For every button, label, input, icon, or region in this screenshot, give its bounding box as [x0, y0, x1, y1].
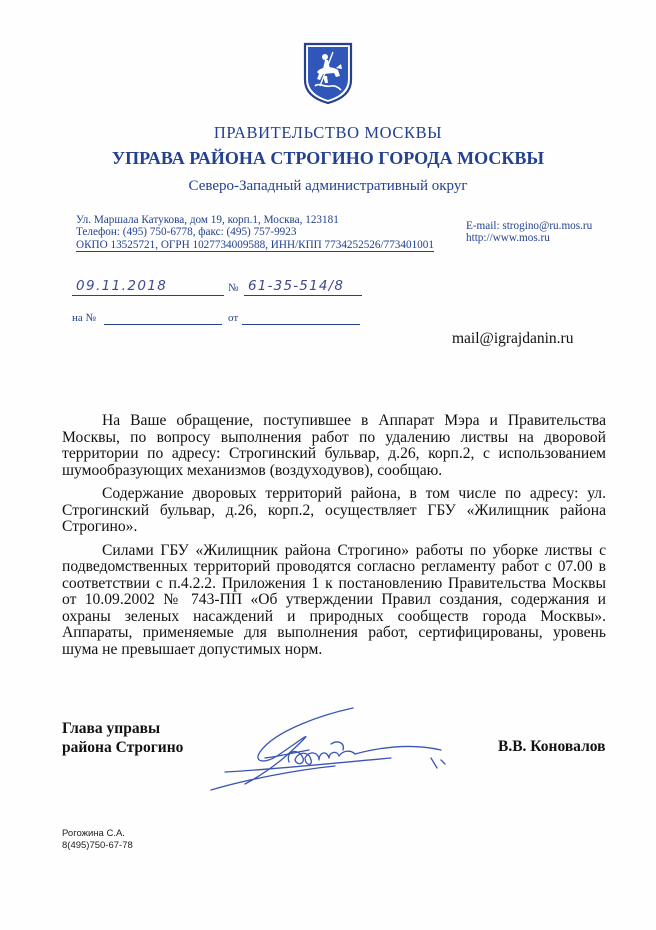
- body-paragraph: На Ваше обращение, поступившее в Аппарат Мэра и Правительства Москвы, по вопросу выполнения работ по удалению листвы на дворовой территории по адресу: Строгинский бульвар, д.26, корп.2, с использованием шумообразующих механизмов (воздуходувов), сообщаю.: [62, 412, 606, 479]
- executor-phone: 8(495)750-67-78: [62, 840, 133, 851]
- reply-date-blank: [242, 324, 360, 325]
- signatory-title-line: района Строгино: [62, 739, 184, 756]
- registration-date: 09.11.2018: [76, 278, 168, 294]
- executor-info: [62, 828, 133, 852]
- registration-number-label: №: [228, 282, 239, 294]
- outgoing-registration: [72, 278, 372, 302]
- registry-codes-line: ОКПО 13525721, ОГРН 1027734009588, ИНН/КПП 7734252526/773401001: [76, 238, 434, 251]
- signatory-title: [62, 719, 183, 757]
- handwritten-signature: [205, 700, 475, 795]
- reply-reference: [72, 312, 372, 330]
- reply-date-label: от: [228, 312, 239, 324]
- moscow-coat-of-arms-icon: [303, 42, 353, 104]
- executor-name: Рогожина С.А.: [62, 828, 125, 839]
- reply-number-label: на №: [72, 312, 97, 324]
- phone-line: Телефон: (495) 750-6778, факс: (495) 757-9923: [76, 226, 297, 239]
- government-title: ПРАВИТЕЛЬСТВО МОСКВЫ: [213, 123, 443, 142]
- signatory-name: В.В. Коновалов: [498, 738, 606, 755]
- addressee: mail@igrajdanin.ru: [452, 330, 574, 347]
- date-underline: [72, 295, 224, 296]
- web-contacts: [466, 220, 592, 245]
- address-line: Ул. Маршала Катукова, дом 19, корп.1, Москва, 123181: [76, 214, 339, 226]
- body-paragraph: Силами ГБУ «Жилищник района Строгино» работы по уборке листвы с подведомственных территорий проводятся согласно регламенту работ с 07.00 в соответствии с п.4.2.2. Приложения 1 к постановлению Правительства Москвы от 10.09.2002 № 743-ПП «Об утверждении Правил создания, содержания и охраны зеленых насаждений и природных сообществ города Москвы». Аппараты, применяемые для выполнения работ, сертифицированы, уровень шума не превышает допустимых норм.: [62, 541, 606, 658]
- email-line: E-mail: strogino@ru.mos.ru: [466, 220, 593, 232]
- district-subtitle: Северо-Западный административный округ: [188, 178, 468, 194]
- contact-block: [76, 214, 434, 252]
- website-line: http://www.mos.ru: [466, 232, 550, 245]
- body-paragraph: Содержание дворовых территорий района, в том числе по адресу: ул. Строгинский бульвар, д.26, корп.2, осуществляет ГБУ «Жилищник района Строгино».: [62, 485, 606, 535]
- reply-number-blank: [104, 324, 222, 325]
- signatory-title-line: Глава управы: [62, 720, 161, 737]
- council-title: УПРАВА РАЙОНА СТРОГИНО ГОРОДА МОСКВЫ: [111, 148, 545, 168]
- number-underline: [244, 295, 362, 296]
- letter-body: [62, 413, 606, 665]
- registration-number: 61-35-514/8: [248, 278, 345, 294]
